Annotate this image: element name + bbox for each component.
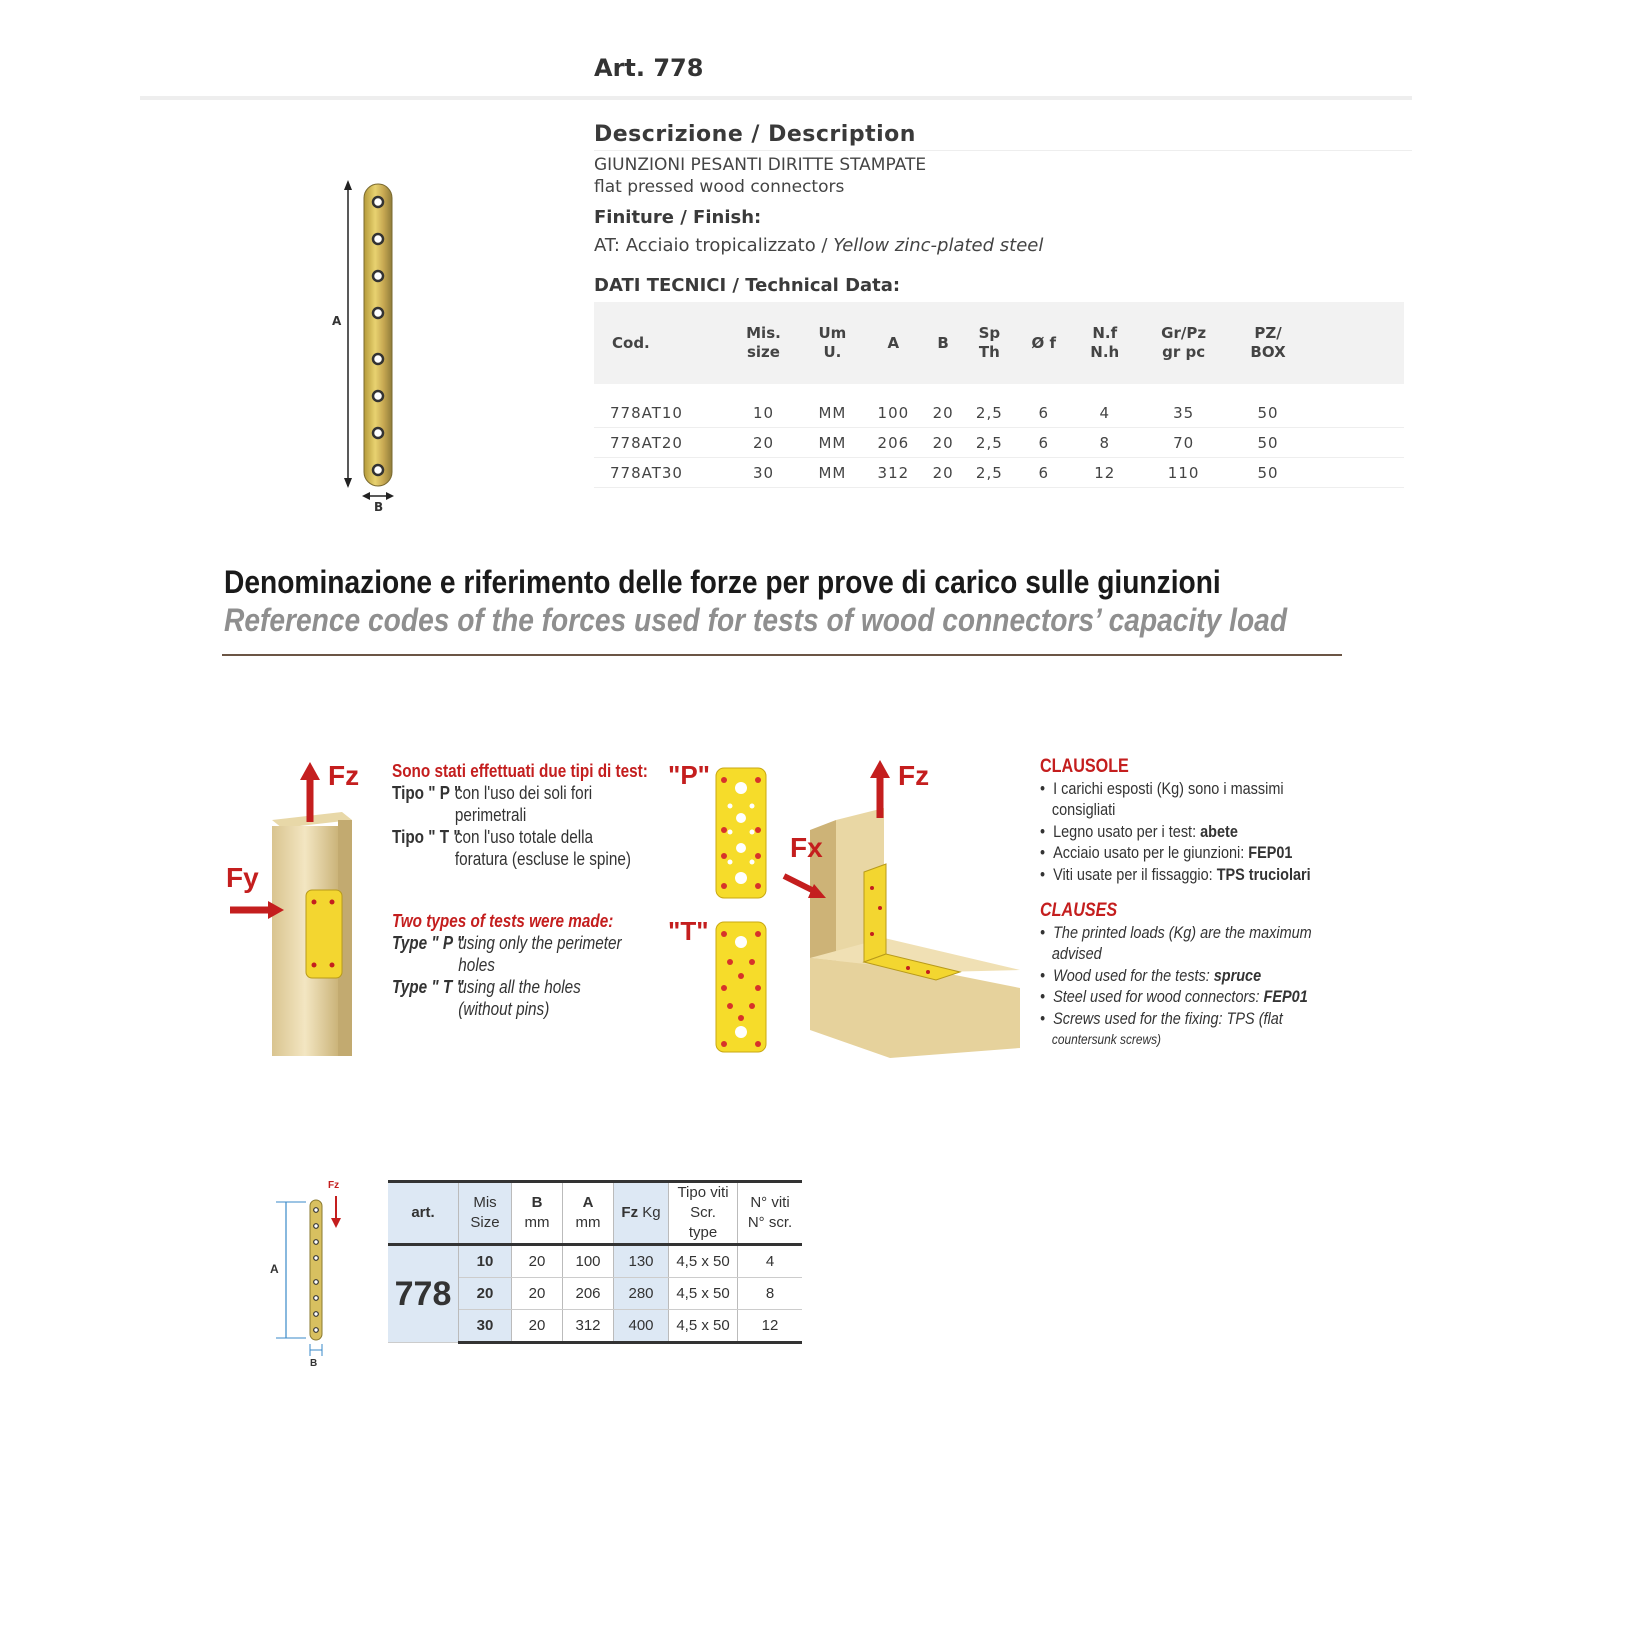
tests-italian-title: Sono stati effettuati due tipi di test: (392, 761, 648, 781)
clausole-item-value: FEP01 (1248, 843, 1293, 862)
table-cell: 20 (512, 1245, 563, 1278)
clauses-item: Steel used for wood connectors: (1053, 987, 1264, 1006)
col-header: Sp Th (978, 324, 1001, 361)
clausole-item: I carichi esposti (Kg) sono i massimi (1053, 778, 1284, 798)
table-cell: 50 (1230, 398, 1306, 428)
description-divider (594, 150, 1412, 151)
post-test-illustration (222, 760, 362, 1060)
table-cell: 110 (1137, 458, 1230, 488)
table-cell: 50 (1230, 428, 1306, 458)
table-cell: 10 (459, 1245, 512, 1278)
angle-test-illustration (780, 758, 1020, 1058)
col-header: Cod. (612, 333, 650, 352)
table-row (594, 398, 1404, 428)
type-t-label-en: Type " T " (392, 977, 464, 997)
table-cell: 8 (1072, 428, 1137, 458)
description-italian: GIUNZIONI PESANTI DIRITTE STAMPATE (594, 155, 927, 175)
clauses-item-value: FEP01 (1263, 987, 1308, 1006)
col-header: Ø f (1031, 333, 1057, 352)
clausole-title: CLAUSOLE (1040, 756, 1129, 777)
clauses-item: The printed loads (Kg) are the maximum (1053, 922, 1312, 942)
table-cell (1306, 398, 1404, 428)
technical-header-row (594, 302, 1404, 384)
technical-data-table (594, 302, 1404, 488)
clauses-title: CLAUSES (1040, 900, 1118, 921)
force-fx-label: Fx (790, 832, 823, 863)
small-fz-label: Fz (328, 1180, 340, 1191)
type-t-text-en: using all the holes (458, 977, 581, 997)
table-row (594, 458, 1404, 488)
table-cell: 10 (726, 398, 801, 428)
table-cell: MM (801, 398, 864, 428)
clauses-item: Screws used for the fixing: TPS (flat (1053, 1008, 1283, 1028)
col-header: B (937, 333, 949, 352)
table-cell: 12 (1072, 458, 1137, 488)
forces-heading-english: Reference codes of the forces used for tests of wood connectors’ capacity load (224, 602, 1288, 638)
table-cell: 30 (459, 1310, 512, 1343)
table-cell: 778AT30 (594, 458, 726, 488)
force-fz-label-2: Fz (898, 760, 930, 791)
clausole-item: Viti usate per il fissaggio: (1053, 864, 1217, 884)
forces-divider (222, 654, 1342, 656)
description-english: flat pressed wood connectors (594, 177, 845, 197)
small-strip-drawing (266, 1184, 356, 1364)
load-art-number: 778 (388, 1245, 459, 1343)
type-p-text-en-2: holes (458, 955, 495, 975)
type-t-text-2: foratura (escluse le spine) (454, 849, 631, 869)
col-header: N.f N.h (1090, 324, 1120, 361)
type-p-text-2: perimetrali (454, 805, 527, 825)
type-t-text: con l'uso totale della (454, 827, 594, 847)
table-cell: 4 (1072, 398, 1137, 428)
table-cell: 20 (726, 428, 801, 458)
plate-t-label: "T" (668, 916, 709, 946)
clauses-item: Wood used for the tests: (1053, 965, 1214, 985)
type-p-text: con l'uso dei soli fori (454, 783, 593, 803)
clauses-item: advised (1051, 944, 1102, 963)
technical-data-title: DATI TECNICI / Technical Data: (594, 275, 901, 296)
table-cell (1306, 458, 1404, 488)
description-title: Descrizione / Description (594, 122, 916, 147)
table-cell: 280 (614, 1278, 669, 1310)
table-row (388, 1245, 802, 1278)
load-col-a: A mm (563, 1182, 614, 1245)
table-cell: 20 (459, 1278, 512, 1310)
table-cell (1306, 428, 1404, 458)
plate-p-label: "P" (668, 760, 710, 790)
clauses-item: countersunk screws) (1051, 1031, 1162, 1047)
table-cell: 50 (1230, 458, 1306, 488)
clausole-item: Legno usato per i test: (1053, 821, 1201, 841)
dimension-b-label: B (374, 500, 384, 514)
table-cell: 206 (864, 428, 923, 458)
table-cell: 206 (563, 1278, 614, 1310)
type-p-label-en: Type " P " (392, 933, 465, 953)
clausole-item: consigliati (1051, 800, 1116, 819)
type-p-text-en: using only the perimeter (458, 933, 622, 953)
load-col-b: B mm (512, 1182, 563, 1245)
clausole-item: Acciaio usato per le giunzioni: (1053, 843, 1249, 862)
forces-heading-italian: Denominazione e riferimento delle forze per prove di carico sulle giunzioni (224, 564, 1221, 600)
tests-italian-block (392, 760, 648, 870)
table-cell: 4,5 x 50 (669, 1278, 738, 1310)
table-cell: 6 (1015, 428, 1072, 458)
table-cell: 8 (738, 1278, 803, 1310)
table-cell: 4,5 x 50 (669, 1310, 738, 1343)
table-cell: 35 (1137, 398, 1230, 428)
col-header: Um U. (818, 324, 847, 361)
col-header: Gr/Pz gr pc (1161, 324, 1207, 361)
table-cell: 312 (563, 1310, 614, 1343)
clauses-item-value: spruce (1213, 965, 1262, 985)
force-fy-label: Fy (226, 862, 259, 893)
table-cell: MM (801, 428, 864, 458)
load-header-row (388, 1182, 802, 1245)
finish-title: Finiture / Finish: (594, 207, 762, 228)
small-dim-b-label: B (310, 1358, 318, 1369)
connector-strip-drawing (326, 178, 406, 518)
plate-p-and-t-illustration (712, 766, 772, 1056)
dimension-a-label: A (332, 314, 342, 328)
tests-english-title: Two types of tests were made: (392, 911, 614, 931)
clausole-item-value: TPS truciolari (1216, 864, 1311, 884)
table-cell: 20 (923, 428, 964, 458)
table-cell: 2,5 (963, 398, 1015, 428)
small-dim-a-label: A (270, 1262, 279, 1276)
col-header: Mis. size (746, 324, 781, 361)
load-col-fz: Fz Kg (614, 1182, 669, 1245)
table-cell: 100 (864, 398, 923, 428)
clauses-block: CLAUSES • The printed loads (Kg) are the maximum advised • Wood used for the tests: spruce • Steel used for wood connectors: FEP01 • Screws used for the fixing: TPS (flat countersunk screws) (1040, 900, 1312, 1051)
table-cell: 100 (563, 1245, 614, 1278)
finish-text: AT: Acciaio tropicalizzato / Yellow zinc-plated steel (594, 235, 1044, 256)
clausole-item-value: abete (1200, 821, 1238, 841)
table-cell: 20 (512, 1278, 563, 1310)
load-col-mis: Mis Size (459, 1182, 512, 1245)
tests-english-block (392, 910, 622, 1020)
table-cell: 400 (614, 1310, 669, 1343)
table-cell: 4 (738, 1245, 803, 1278)
col-header: A (887, 333, 900, 352)
header-divider (140, 96, 1412, 100)
table-cell: 20 (923, 398, 964, 428)
table-cell: MM (801, 458, 864, 488)
table-row (594, 428, 1404, 458)
table-cell: 778AT20 (594, 428, 726, 458)
load-col-art: art. (388, 1182, 459, 1245)
table-cell: 2,5 (963, 428, 1015, 458)
col-header: PZ/ BOX (1250, 324, 1286, 361)
clausole-block: CLAUSOLE • I carichi esposti (Kg) sono i massimi consigliati • Legno usato per i test: abete • Acciaio usato per le giunzioni: FEP01 • Viti usate per il fissaggio: TPS truciolari (1040, 756, 1311, 884)
load-capacity-table (388, 1180, 802, 1344)
table-cell: 2,5 (963, 458, 1015, 488)
table-cell: 20 (512, 1310, 563, 1343)
table-cell: 20 (923, 458, 964, 488)
load-col-screw-count: N° viti N° scr. (738, 1182, 803, 1245)
page-title: Art. 778 (594, 54, 704, 82)
col-header-empty (1306, 302, 1404, 384)
table-cell: 4,5 x 50 (669, 1245, 738, 1278)
type-t-label: Tipo " T " (392, 827, 461, 847)
table-cell: 778AT10 (594, 398, 726, 428)
table-cell: 312 (864, 458, 923, 488)
table-cell: 6 (1015, 458, 1072, 488)
table-cell: 130 (614, 1245, 669, 1278)
force-fz-label: Fz (328, 760, 360, 791)
table-cell: 12 (738, 1310, 803, 1343)
type-t-text-en-2: (without pins) (458, 999, 550, 1019)
table-cell: 70 (1137, 428, 1230, 458)
table-cell: 30 (726, 458, 801, 488)
type-p-label: Tipo " P " (392, 783, 462, 803)
table-cell: 6 (1015, 398, 1072, 428)
load-col-screw-type: Tipo viti Scr. type (669, 1182, 738, 1245)
